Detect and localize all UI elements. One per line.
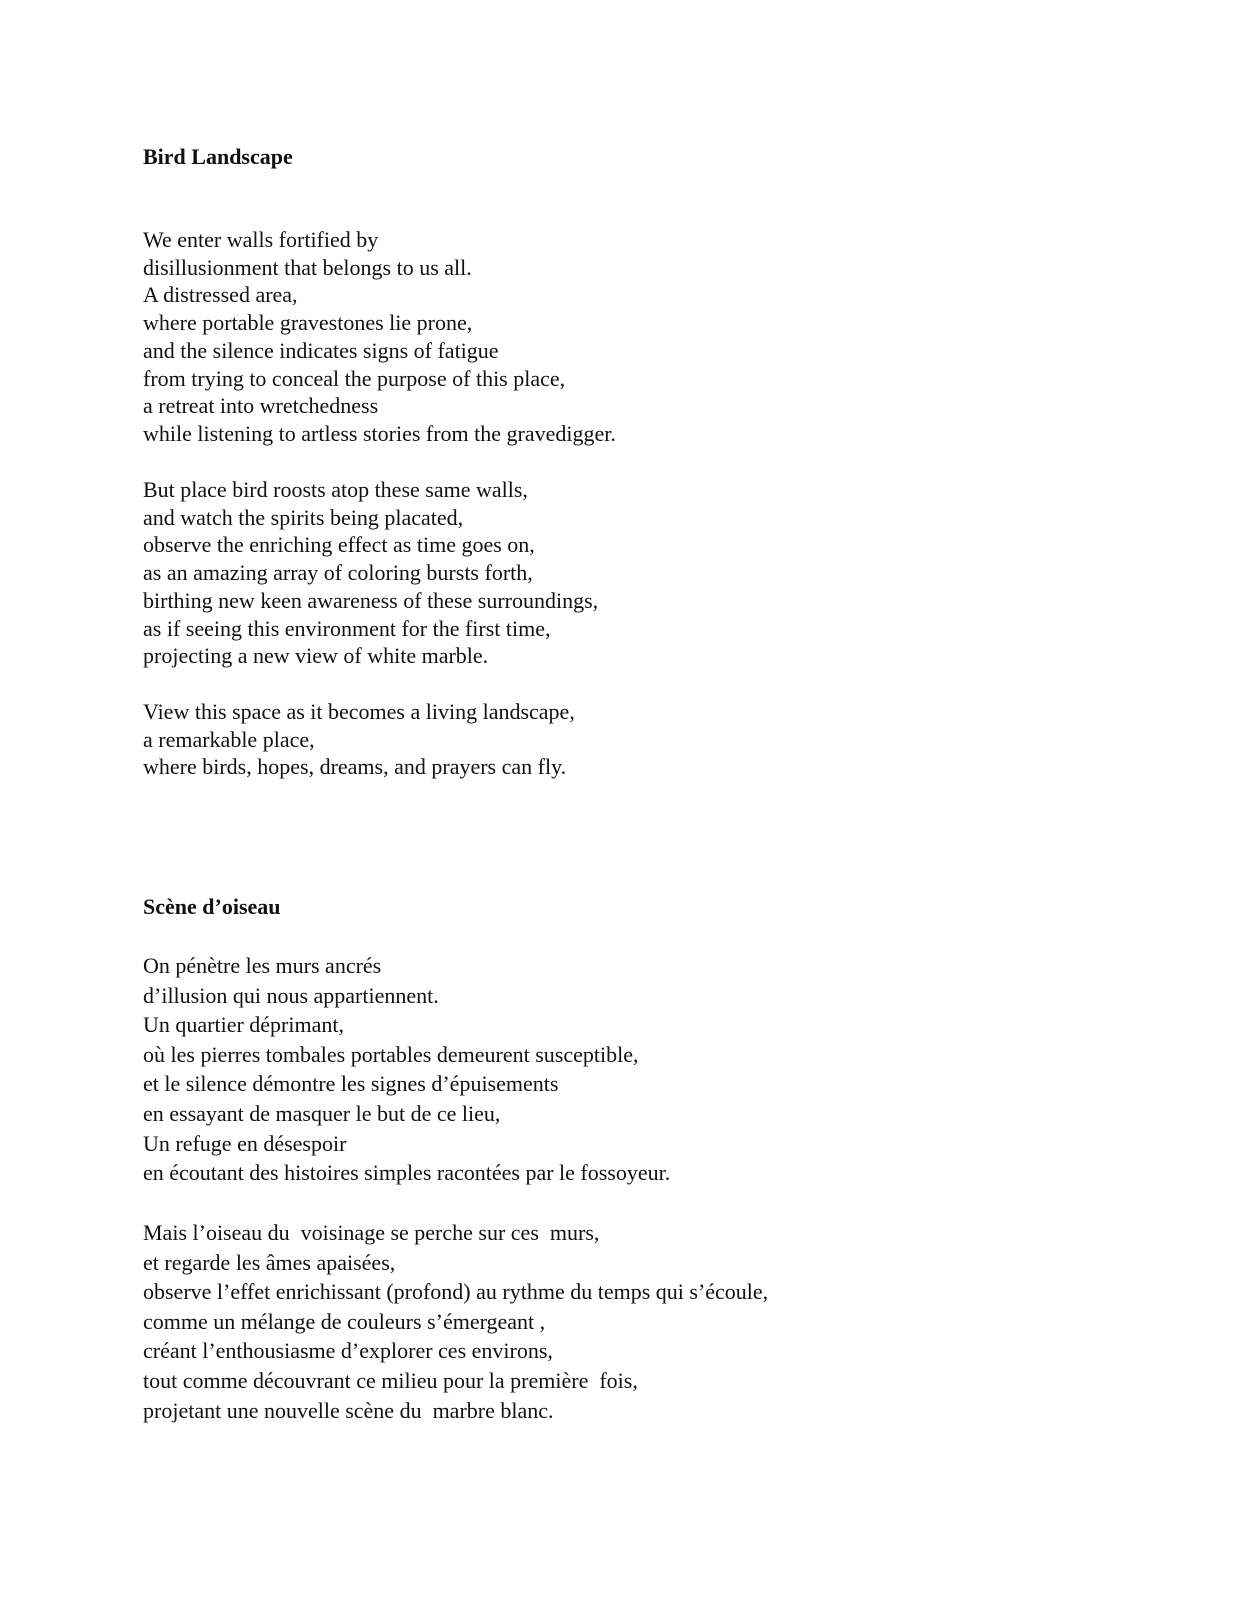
poem-line: et regarde les âmes apaisées, (143, 1249, 396, 1275)
poem-line: A distressed area, (143, 282, 298, 308)
poem-line: a retreat into wretchedness (143, 393, 379, 419)
poem-line: as if seeing this environment for the first time, (143, 615, 551, 641)
poem-line: Mais l’oiseau du voisinage se perche sur ces murs, (143, 1220, 600, 1245)
poem-line: en essayant de masquer le but de ce lieu, (143, 1100, 501, 1126)
poem-line: créant l’enthousiasme d’explorer ces environs, (143, 1338, 553, 1364)
poem-line: observe l’effet enrichissant (profond) au rythme du temps qui s’écoule, (143, 1279, 769, 1305)
french-stanza-2 (143, 1218, 768, 1425)
english-stanza-3 (143, 698, 575, 781)
poem-line: from trying to conceal the purpose of this place, (143, 365, 566, 391)
poem-line: But place bird roosts atop these same walls, (143, 477, 528, 502)
poem-line: We enter walls fortified by (143, 227, 379, 252)
poem-line: Un quartier déprimant, (143, 1012, 344, 1038)
poem-line: a remarkable place, (143, 726, 315, 752)
poem-line: en écoutant des histoires simples racontées par le fossoyeur. (143, 1160, 671, 1186)
poem-line: d’illusion qui nous appartiennent. (143, 982, 439, 1008)
poem-line: On pénètre les murs ancrés (143, 953, 382, 978)
poem-line: projetant une nouvelle scène du marbre blanc. (143, 1397, 554, 1423)
poem-line: Un refuge en désespoir (143, 1130, 347, 1156)
english-stanza-2 (143, 476, 598, 670)
poem-line: projecting a new view of white marble. (143, 643, 489, 669)
poem-line: and the silence indicates signs of fatigue (143, 337, 499, 363)
poem-line: et le silence démontre les signes d’épuisements (143, 1071, 559, 1097)
poem-line: and watch the spirits being placated, (143, 504, 464, 530)
poem-line: as an amazing array of coloring bursts forth, (143, 560, 533, 586)
poem-line: tout comme découvrant ce milieu pour la première fois, (143, 1367, 638, 1393)
poem-line: where portable gravestones lie prone, (143, 310, 473, 336)
poem-line: View this space as it becomes a living landscape, (143, 699, 575, 724)
poem-line: while listening to artless stories from the gravedigger. (143, 420, 616, 446)
poem-line: comme un mélange de couleurs s’émergeant , (143, 1308, 546, 1334)
poem-title-french: Scène d’oiseau (143, 894, 281, 919)
poem-line: disillusionment that belongs to us all. (143, 254, 472, 280)
french-stanza-1 (143, 951, 670, 1188)
poem-line: birthing new keen awareness of these surroundings, (143, 587, 599, 613)
poem-line: where birds, hopes, dreams, and prayers can fly. (143, 754, 567, 780)
poem-line: observe the enriching effect as time goes on, (143, 532, 535, 558)
poem-line: où les pierres tombales portables demeurent susceptible, (143, 1041, 639, 1067)
english-stanza-1 (143, 226, 616, 448)
poem-title-english: Bird Landscape (143, 144, 293, 169)
